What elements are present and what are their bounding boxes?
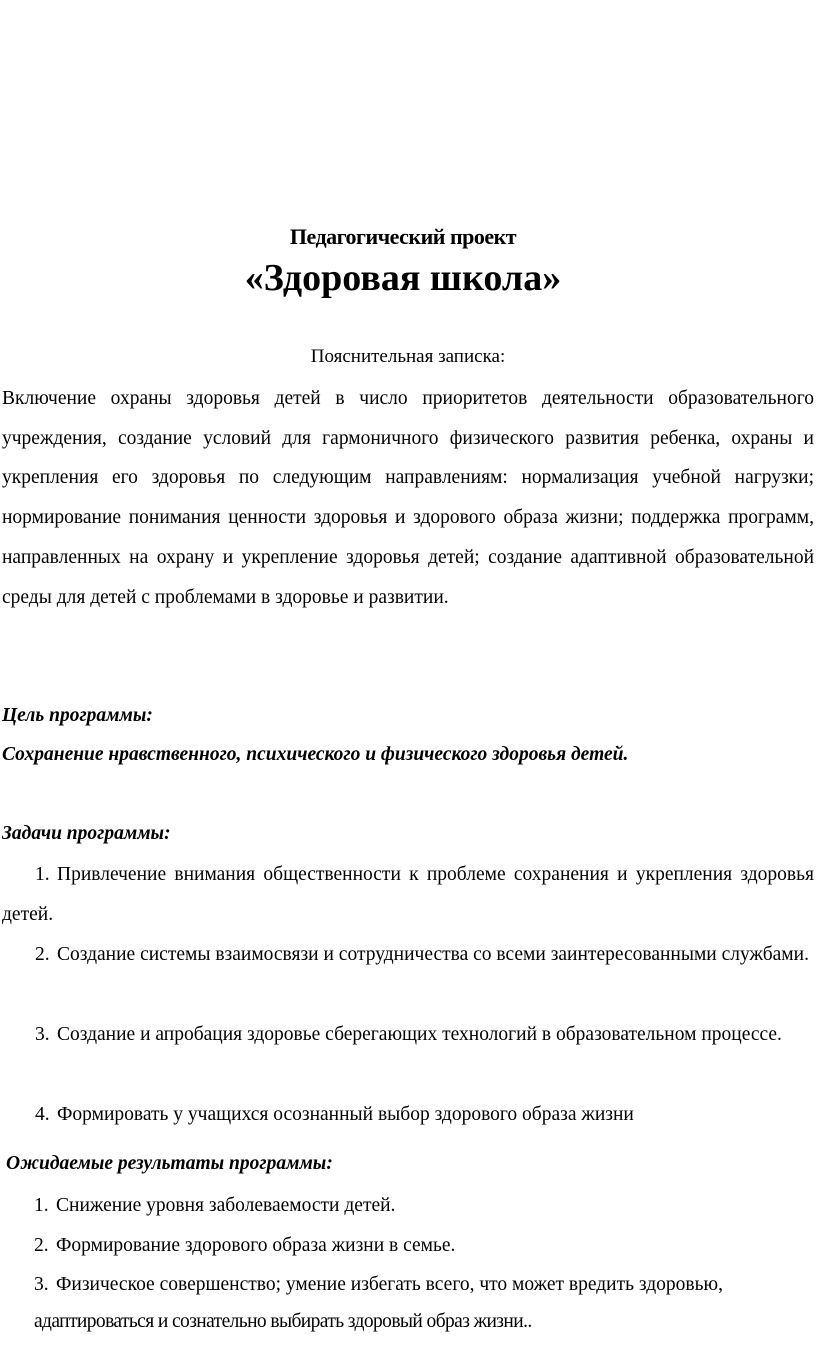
goal-heading: Цель программы: [2,705,153,726]
task-number: 2. [35,944,50,965]
result-text: Физическое совершенство; умение избегать всего, что может вредить здоровью, [56,1274,723,1295]
result-number: 3. [34,1274,49,1295]
task-text: Создание и апробация здоровье сберегающих технологий в образовательном процессе. [57,1024,782,1045]
task-text: Формировать у учащихся осознанный выбор здорового образа жизни [57,1104,634,1125]
result-text: Формирование здорового образа жизни в семье. [56,1235,456,1256]
goal-text: Сохранение нравственного, психического и физического здоровья детей. [2,744,629,765]
task-text: Создание системы взаимосвязи и сотрудничества со всеми заинтересованными службами. [57,944,809,965]
intro-paragraph: Включение охраны здоровья детей в число приоритетов деятельности образовательного учреждения, создание условий для гармоничного физического развития ребенка, охраны и укрепления его здоровья по следующим направлениям: нормализация учебной нагрузки; нормирование понимания ценности здоровья и здорового образа жизни; поддержка программ, направленных на охрану и укрепление здоровья детей; создание адаптивной образовательной среды для детей с проблемами в здоровье и развитии. [2,388,814,608]
result-item [34,1266,814,1340]
tasks-heading: Задачи программы: [2,823,171,844]
project-name: «Здоровая школа» [244,257,562,299]
result-text-continuation: адаптироваться и сознательно выбирать здоровый образ жизни.. [34,1311,532,1332]
task-item [2,855,814,934]
results-heading: Ожидаемые результаты программы: [6,1153,333,1174]
result-line [34,1266,814,1303]
task-item [2,1015,814,1055]
result-number: 1. [34,1195,49,1216]
task-number: 1. [35,864,50,885]
result-item [34,1226,814,1266]
explanatory-note-heading: Пояснительная записка: [310,346,506,367]
task-item [2,1095,814,1135]
task-number: 3. [35,1024,50,1045]
task-text: Привлечение внимания общественности к проблеме сохранения и укрепления здоровья детей. [2,864,814,925]
project-title: Педагогический проект [289,224,517,249]
result-number: 2. [34,1235,49,1256]
task-number: 4. [35,1104,50,1125]
result-item [34,1186,814,1226]
task-item [2,935,814,975]
result-text: Снижение уровня заболеваемости детей. [56,1195,396,1216]
